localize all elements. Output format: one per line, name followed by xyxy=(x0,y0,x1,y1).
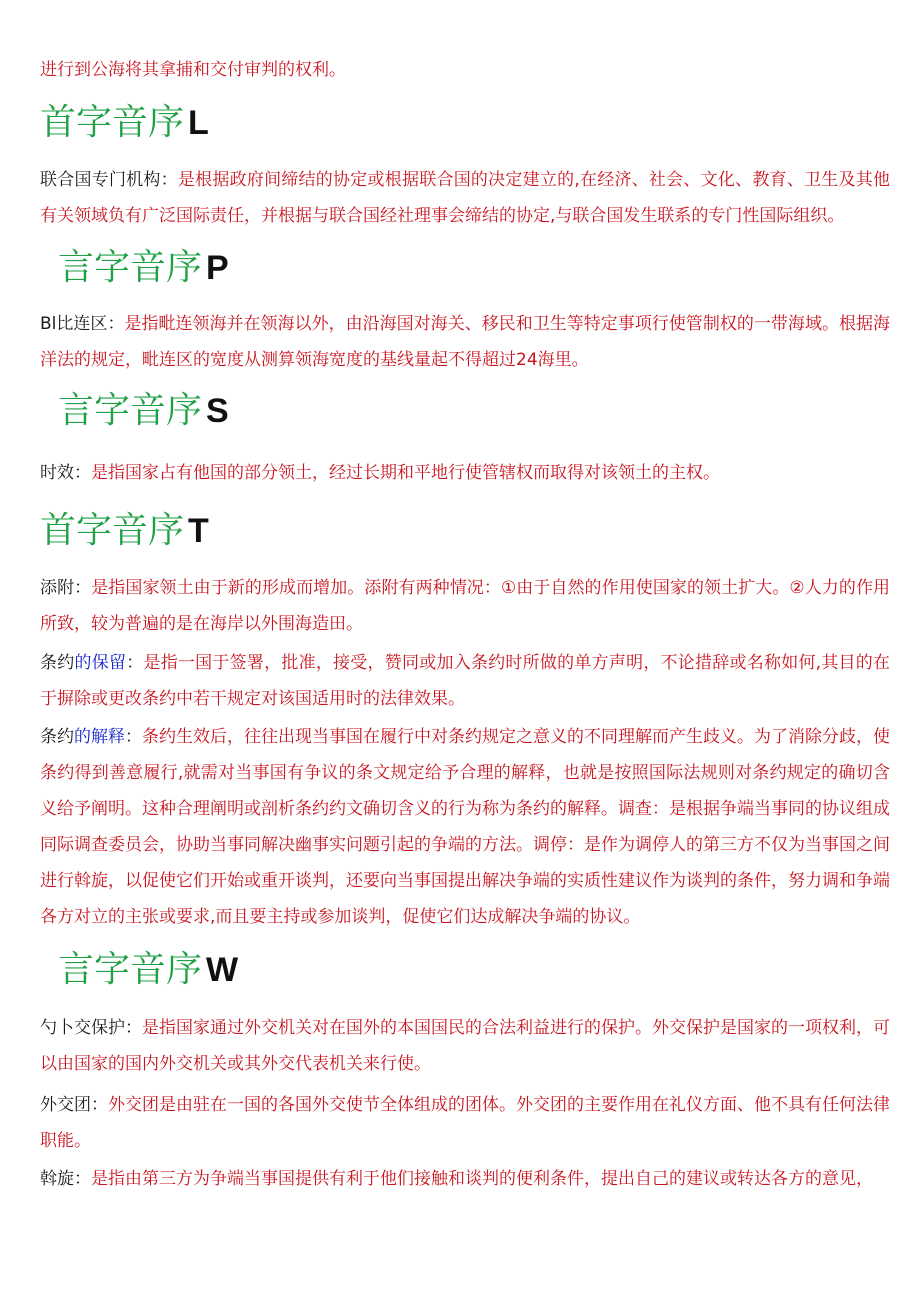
entry-definition: 是指由第三方为争端当事国提供有利于他们接触和谈判的便利条件，提出自己的建议或转达各方的意见， xyxy=(91,1169,873,1189)
entry-sep: ： xyxy=(160,170,178,190)
entry-l-0 xyxy=(40,162,890,234)
heading-prefix: 言字音序 xyxy=(58,390,203,431)
entry-definition: 是指毗连领海并在领海以外，由沿海国对海关、移民和卫生等特定事项行使管制权的一带海域。根据海洋法的规定，毗连区的宽度从测算领海宽度的基线量起不得超过24海里。 xyxy=(40,314,890,370)
entry-s-0 xyxy=(40,455,890,491)
entry-sep: ： xyxy=(74,1169,91,1189)
heading-letter: T xyxy=(188,512,209,550)
entry-term: 外交团 xyxy=(40,1095,91,1115)
entry-term-suffix: 的保留 xyxy=(74,653,127,673)
section-heading-t xyxy=(40,509,209,553)
entry-definition: 条约生效后，往往出现当事国在履行中对条约规定之意义的不同理解而产生歧义。为了消除分歧，使条约得到善意履行,就需对当事国有争议的条文规定给予合理的解释，也就是按照国际法规则对条约规定的确切含义给予阐明。这种合理阐明或剖析条约约文确切含义的行为称为条约的解释。调查：是根据争端当事同的协议组成同际调查委员会，协助当事同解决幽事实问题引起的争端的方法。调停：是作为调停人的第三方不仅为当事国之间进行斡旋，以促使它们开始或重开谈判，还要向当事国提出解决争端的实质性建议作为谈判的条件，努力调和争端各方对立的主张或要求,而且要主持或参加谈判，促使它们达成解决争端的协议。 xyxy=(40,727,890,927)
heading-prefix: 言字音序 xyxy=(58,247,203,288)
section-heading-l xyxy=(40,101,209,145)
entry-sep: ： xyxy=(125,727,142,747)
entry-definition: 是指国家领土由于新的形成而增加。添附有两种情况：①由于自然的作用使国家的领土扩大。②人力的作用所致，较为普遍的是在海岸以外围海造田。 xyxy=(40,578,891,634)
entry-term: 斡旋 xyxy=(40,1169,74,1189)
entry-definition: 是指国家占有他国的部分领土，经过长期和平地行使管辖权而取得对该领土的主权。 xyxy=(91,463,720,483)
entry-p-0 xyxy=(40,306,890,378)
entry-term: 条约 xyxy=(40,653,75,673)
entry-definition: 外交团是由驻在一国的各国外交使节全体组成的团体。外交团的主要作用在礼仪方面、他不具有任何法律职能。 xyxy=(40,1095,890,1151)
section-heading-s xyxy=(40,389,229,433)
entry-sep: ： xyxy=(126,653,144,673)
entry-sep: ： xyxy=(107,314,125,334)
entry-sep: ： xyxy=(74,463,91,483)
entry-term: 条约 xyxy=(40,727,74,747)
heading-prefix: 首字音序 xyxy=(40,510,185,551)
entry-term: 时效 xyxy=(40,463,74,483)
entry-w-2 xyxy=(40,1161,890,1197)
heading-letter: L xyxy=(188,104,209,142)
entry-t-1 xyxy=(40,645,890,717)
heading-prefix: 言字音序 xyxy=(58,949,203,990)
entry-definition: 是指一国于签署，批准，接受，赞同或加入条约时所做的单方声明，不论措辞或名称如何,其目的在于摒除或更改条约中若干规定对该国适用时的法律效果。 xyxy=(40,653,891,709)
entry-t-2 xyxy=(40,719,890,935)
entry-sep: ： xyxy=(91,1095,108,1115)
entry-term: 联合国专门机构 xyxy=(40,170,161,190)
entry-w-1 xyxy=(40,1087,890,1159)
entry-definition: 是根据政府间缔结的协定或根据联合国的决定建立的,在经济、社会、文化、教育、卫生及其他有关领域负有广泛国际责任，并根据与联合国经社理事会缔结的协定,与联合国发生联系的专门性国际组织。 xyxy=(40,170,891,226)
intro-line: 进行到公海将其拿捕和交付审判的权利。 xyxy=(40,60,346,80)
entry-term-suffix: 的解释 xyxy=(74,727,125,747)
heading-letter: S xyxy=(206,392,229,430)
entry-term: 添附 xyxy=(40,578,75,598)
entry-definition: 是指国家通过外交机关对在国外的本国国民的合法利益进行的保护。外交保护是国家的一项权利，可以由国家的国内外交机关或其外交代表机关来行使。 xyxy=(40,1018,890,1074)
entry-t-0 xyxy=(40,570,890,642)
entry-w-0 xyxy=(40,1010,890,1082)
section-heading-p xyxy=(40,246,229,290)
entry-sep: ： xyxy=(74,578,92,598)
heading-letter: P xyxy=(206,249,229,287)
heading-letter: W xyxy=(206,951,239,989)
entry-sep: ： xyxy=(125,1018,142,1038)
heading-prefix: 首字音序 xyxy=(40,102,185,143)
entry-term: Bl比连区 xyxy=(40,314,108,334)
entry-term: 勺卜交保护 xyxy=(40,1018,125,1038)
section-heading-w xyxy=(40,948,238,992)
